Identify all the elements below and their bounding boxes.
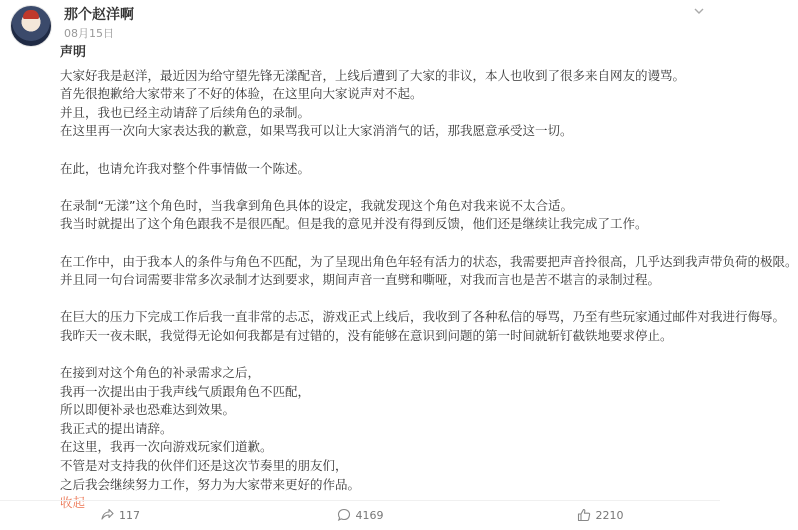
post-content [60, 44, 798, 513]
paragraph-line: 在这里再一次向大家表达我的歉意，如果骂我可以让大家消消气的话，那我愿意承受这一切。 [60, 123, 573, 139]
comment-button[interactable] [240, 504, 480, 526]
post-body [60, 67, 798, 495]
comment-icon [337, 508, 351, 522]
paragraph-line: 在接到对这个角色的补录需求之后， [60, 365, 261, 381]
repost-button[interactable] [0, 504, 240, 526]
post-title: 声明 [60, 45, 87, 60]
paragraph-line: 之后我会继续努力工作，努力为大家带来更好的作品。 [60, 476, 361, 492]
like-button[interactable] [480, 504, 720, 526]
paragraph-gap [60, 346, 710, 365]
action-bar [0, 500, 720, 526]
paragraph-line: 我当时就提出了这个角色跟我不是很匹配。但是我的意见并没有得到反馈，他们还是继续让我完成了工作。 [60, 216, 648, 232]
paragraph-gap [60, 234, 710, 253]
paragraph-line: 大家好我是赵洋，最近因为给守望先锋无漾配音，上线后遭到了大家的非议，本人也收到了很多来自网友的谩骂。 [60, 67, 686, 83]
author-name[interactable]: 那个赵洋啊 [64, 7, 134, 23]
post-header [10, 5, 134, 47]
ellipsis-icon[interactable] [690, 4, 708, 22]
paragraph-gap [60, 178, 710, 197]
repost-count: 117 [119, 508, 140, 522]
paragraph-line: 在巨大的压力下完成工作后我一直非常的忐忑，游戏正式上线后，我收到了各种私信的辱骂，乃至有些玩家通过邮件对我进行侮辱。 [60, 309, 786, 325]
comment-count: 4169 [355, 508, 384, 522]
paragraph-gap [60, 141, 710, 160]
avatar[interactable] [10, 5, 52, 47]
paragraph-line: 我再一次提出由于我声线气质跟角色不匹配， [60, 383, 311, 399]
paragraph-line: 并且，我也已经主动请辞了后续角色的录制。 [60, 104, 311, 120]
paragraph-gap [60, 290, 710, 309]
post-meta [64, 5, 134, 41]
paragraph-line: 并且同一句台词需要非常多次录制才达到要求，期间声音一直劈和嘶哑，对我而言也是苦不堪言的录制过程。 [60, 272, 661, 288]
repost-icon [100, 508, 114, 522]
paragraph-line: 我昨天一夜未眠，我觉得无论如何我都是有过错的，没有能够在意识到问题的第一时间就斩钉截铁地要求停止。 [60, 327, 673, 343]
like-count: 2210 [595, 508, 624, 522]
paragraph-line: 在这里，我再一次向游戏玩家们道歉。 [60, 439, 273, 455]
paragraph-line: 所以即便补录也恐难达到效果。 [60, 402, 236, 418]
paragraph-line: 首先很抱歉给大家带来了不好的体验，在这里向大家说声对不起。 [60, 86, 423, 102]
paragraph-line: 在工作中，由于我本人的条件与角色不匹配，为了呈现出角色年轻有活力的状态，我需要把声音拎很高，几乎达到我声带负荷的极限。 [60, 253, 798, 269]
collapse-link[interactable]: 收起 [60, 495, 86, 511]
post-date[interactable]: 08月15日 [64, 27, 114, 40]
paragraph-line: 我正式的提出请辞。 [60, 420, 173, 436]
paragraph-line: 在此，也请允许我对整个件事情做一个陈述。 [60, 160, 311, 176]
paragraph-line: 不管是对支持我的伙伴们还是这次节奏里的朋友们， [60, 458, 348, 474]
paragraph-line: 在录制“无漾”这个角色时，当我拿到角色具体的设定，我就发现这个角色对我来说不太合适。 [60, 197, 573, 213]
thumbs-up-icon [577, 508, 591, 522]
